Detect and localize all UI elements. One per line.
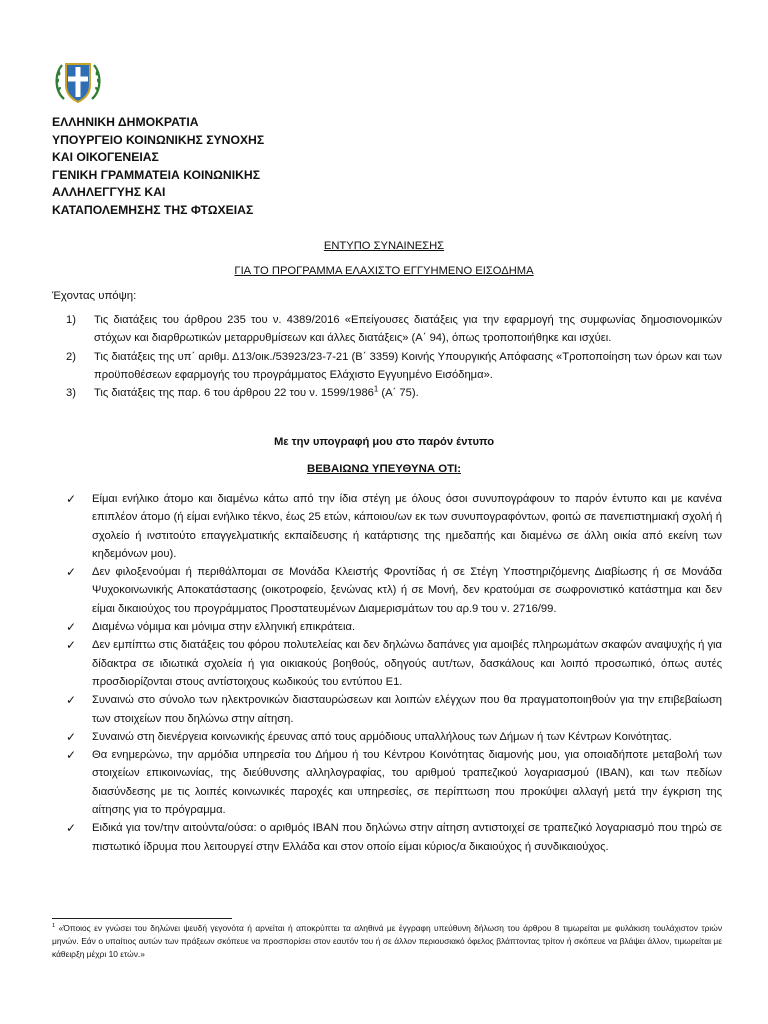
declaration-text: Ειδικά για τον/την αιτούντα/ούσα: ο αριθμός IBAN που δηλώνω στην αίτηση αντιστοιχεί σε τραπεζικό λογαριασμό που τηρώ σε πιστωτικό ίδρυμα που λειτουργεί στην Ελλάδα και στον οποίο είμαι κύριος/α δικαιούχος ή συνδικαιούχος. xyxy=(92,822,722,853)
footnote-divider xyxy=(52,918,232,919)
signature-statement: Με την υπογραφή μου στο παρόν έντυπο xyxy=(273,436,495,448)
intro-text: Έχοντας υπόψη: xyxy=(52,290,137,302)
checkmark-icon: ✓ xyxy=(66,565,77,580)
declarations-list xyxy=(66,490,722,856)
header-line: ΓΕΝΙΚΗ ΓΡΑΜΜΑΤΕΙΑ ΚΟΙΝΩΝΙΚΗΣ xyxy=(52,167,261,182)
item-text-tail: (Α΄ 75). xyxy=(378,387,419,400)
list-item xyxy=(66,490,722,563)
list-item xyxy=(66,384,722,402)
header-line: ΥΠΟΥΡΓΕΙΟ ΚΟΙΝΩΝΙΚΗΣ ΣΥΝΟΧΗΣ xyxy=(52,132,265,147)
checkmark-icon: ✓ xyxy=(66,638,77,653)
declaration-text: Είμαι ενήλικο άτομο και διαμένω κάτω από την ίδια στέγη με όλους όσοι συνυπογράφουν το παρόν έντυπο και με κανένα επιπλέον άτομο (ή είμαι ενήλικο τέκνο, έως 25 ετών, κάποιου/ων εκ των συνυπογραφόντων, φοιτώ σε πανεπιστημιακή σχολή ή σχολείο ή ινστιτούτο επαγγελματικής εκπαίδευσης ή κατάρτισης της ημεδαπής και διαμένω σε άλλη οικία από εκείνη των κηδεμόνων μου). xyxy=(92,493,722,560)
list-item xyxy=(66,691,722,728)
item-number: 2) xyxy=(66,350,76,363)
declaration-text: Διαμένω νόμιμα και μόνιμα στην ελληνική επικράτεια. xyxy=(92,621,356,634)
header-line: ΕΛΛΗΝΙΚΗ ΔΗΜΟΚΡΑΤΙΑ xyxy=(52,115,199,129)
footnote-reference: 1 xyxy=(373,384,379,394)
form-subtitle: ΓΙΑ ΤΟ ΠΡΟΓΡΑΜΜΑ ΕΛΑΧΙΣΤΟ ΕΓΓΥΗΜΕΝΟ ΕΙΣΟΔΗΜΑ xyxy=(234,265,534,277)
declaration-text: Δεν φιλοξενούμαι ή περιθάλπομαι σε Μονάδα Κλειστής Φροντίδας ή σε Στέγη Υποστηριζόμενης Διαβίωσης ή σε Μονάδα Ψυχοκοινωνικής Αποκατάστασης (οικοτροφείο, ξενώνας κτλ) ή σε Μονή, δεν κρατούμαι σε σωφρονιστικό κατάστημα και δεν είμαι δικαιούχος του προγράμματος Προστατευμένων Διαμερισμάτων του αρ.9 του ν. 2716/99. xyxy=(92,566,722,615)
form-title: ΕΝΤΥΠΟ ΣΥΝΑΙΝΕΣΗΣ xyxy=(323,240,445,252)
header-line: ΚΑΙ ΟΙΚΟΓΕΝΕΙΑΣ xyxy=(52,150,159,165)
header-line: ΑΛΛΗΛΕΓΓΥΗΣ ΚΑΙ xyxy=(52,185,166,200)
checkmark-icon: ✓ xyxy=(66,620,77,635)
item-text: Τις διατάξεις της υπ΄ αριθμ. Δ13/οικ./53923/23-7-21 (Β΄ 3359) Κοινής Υπουργικής Απόφασης «Τροποποίηση των όρων και των προϋποθέσεων εφαρμογής του προγράμματος Ελάχιστο Εγγυημένο Εισόδημα». xyxy=(94,350,722,381)
item-number: 1) xyxy=(66,314,76,326)
list-item xyxy=(66,618,722,636)
footnote-text: «Όποιος εν γνώσει του δηλώνει ψευδή γεγονότα ή αρνείται ή αποκρύπτει τα αληθινά με έγγραφη υπεύθυνη δήλωση του άρθρου 8 τιμωρείται με φυλάκιση τουλάχιστον τριών μηνών. Εάν ο υπαίτιος αυτών των πράξεων σκόπευε να προσπορίσει στον εαυτόν του ή σε άλλον περιουσιακό όφελος βλάπτοντας τρίτον ή σκόπευε να βλάψει άλλον, τιμωρείται με κάθειρξη μέχρι 10 ετών.» xyxy=(52,923,723,959)
item-text xyxy=(94,384,722,402)
considerations-list xyxy=(66,311,722,402)
checkmark-icon: ✓ xyxy=(66,492,77,506)
declaration-text: Συναινώ στη διενέργεια κοινωνικής έρευνας από τους αρμόδιους υπαλλήλους των Δήμων ή των Κέντρων Κοινότητας. xyxy=(92,730,672,743)
checkmark-icon: ✓ xyxy=(66,693,77,708)
footnote xyxy=(52,922,722,961)
ministry-header xyxy=(52,114,264,220)
list-item xyxy=(66,819,722,856)
declaration-text: Δεν εμπίπτω στις διατάξεις του φόρου πολυτελείας και δεν δηλώνω δαπάνες για αμοιβές πληρωμάτων σκαφών αναψυχής ή για δίδακτρα σε ιδιωτικά σχολεία ή για οικιακούς βοηθούς, οδηγούς αυτ/των, δασκάλους και λοιπό προσωπικό, όπως αυτές προσδιορίζονται στους αντίστοιχους κωδικούς του εντύπου Ε1. xyxy=(92,639,722,688)
list-item xyxy=(66,636,722,691)
item-text: Τις διατάξεις του άρθρου 235 του ν. 4389/2016 «Επείγουσες διατάξεις για την εφαρμογή της συμφωνίας δημοσιονομικών στόχων και διαρθρωτικών μεταρρυθμίσεων και άλλες διατάξεις» (Α΄ 94), όπως τροποποιήθηκε και ισχύει. xyxy=(94,314,722,345)
list-item xyxy=(66,563,722,618)
header-line: ΚΑΤΑΠΟΛΕΜΗΣΗΣ ΤΗΣ ΦΤΩΧΕΙΑΣ xyxy=(52,202,254,217)
checkmark-icon: ✓ xyxy=(66,729,77,744)
item-text-main: Τις διατάξεις της παρ. 6 του άρθρου 22 του ν. 1599/1986 xyxy=(94,387,374,400)
list-item xyxy=(66,348,722,385)
declaration-heading: ΒΕΒΑΙΩΝΩ ΥΠΕΥΘΥΝΑ ΟΤΙ: xyxy=(306,463,461,475)
checkmark-icon: ✓ xyxy=(66,748,77,763)
list-item xyxy=(66,311,722,348)
declaration-text: Συναινώ στο σύνολο των ηλεκτρονικών διασταυρώσεων και λοιπών ελέγχων που θα πραγματοποιηθούν για την επιβεβαίωση των στοιχείων που δηλώνω στην αίτηση. xyxy=(92,694,722,725)
hellenic-republic-emblem-icon xyxy=(52,55,104,107)
list-item xyxy=(66,728,722,746)
checkmark-icon: ✓ xyxy=(66,821,77,836)
declaration-text: Θα ενημερώνω, την αρμόδια υπηρεσία του Δήμου ή του Κέντρου Κοινότητας διαμονής μου, για οποιαδήποτε μεταβολή των στοιχείων επικοινωνίας, της διεύθυνσης αλληλογραφίας, του αριθμού τραπεζικού λογαριασμού (IBAN), και των πεδίων διασύνδεσης με τις λοιπές κοινωνικές παροχές και υπηρεσίες, σε περίπτωση που προκύψει αλλαγή μετά την έγκριση της αίτησης για το πρόγραμμα. xyxy=(92,749,722,817)
footnote-marker: 1 xyxy=(52,923,56,930)
list-item xyxy=(66,746,722,819)
item-number: 3) xyxy=(66,387,76,400)
